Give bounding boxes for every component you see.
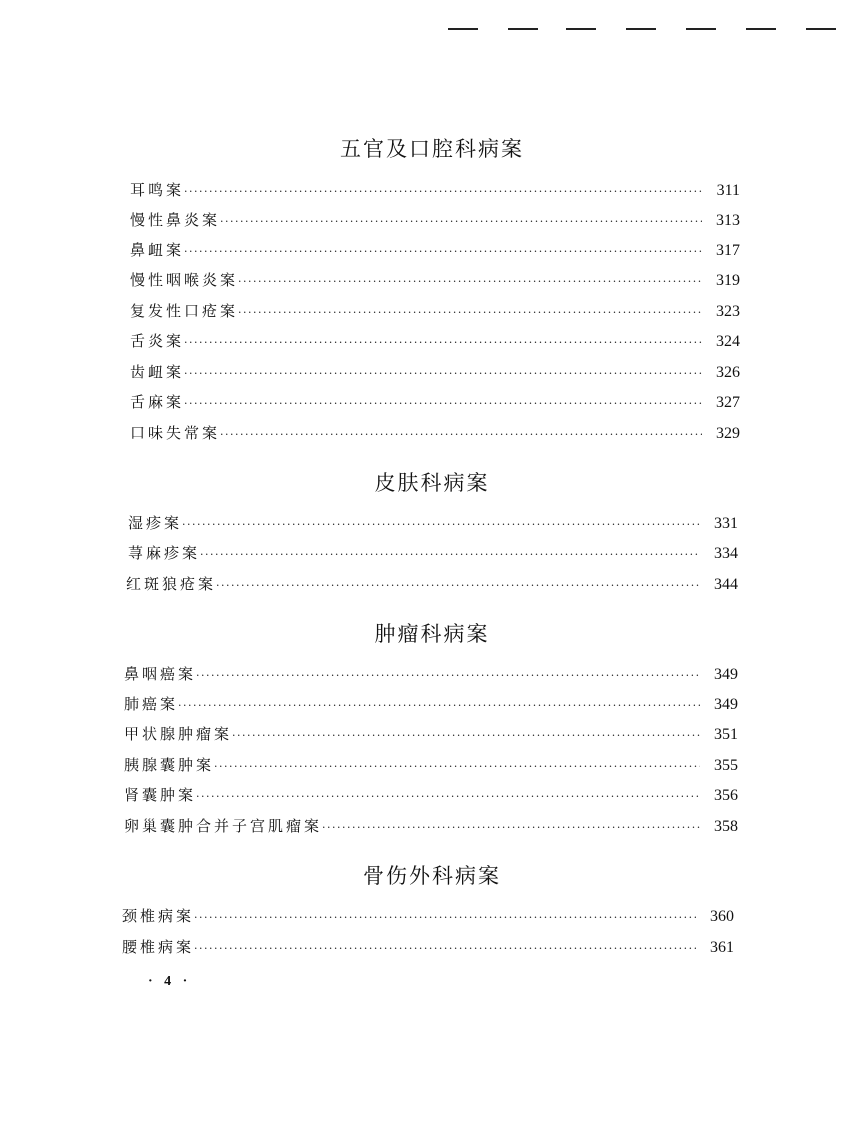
toc-entry[interactable] <box>128 542 738 564</box>
toc-entry[interactable] <box>124 754 738 776</box>
toc-entry-label: 鼻衄案 <box>130 241 185 259</box>
toc-entry-page: 349 <box>714 666 738 683</box>
toc-entry[interactable] <box>124 815 738 837</box>
dot-leader <box>232 730 700 741</box>
toc-entry-label: 舌炎案 <box>130 332 185 350</box>
dot-leader <box>184 186 702 197</box>
toc-entry-page: 331 <box>714 515 738 532</box>
toc-entry[interactable] <box>124 784 738 806</box>
toc-entry[interactable] <box>130 179 740 201</box>
section-title: 皮肤科病案 <box>374 471 490 495</box>
dot-leader <box>220 429 702 440</box>
dot-leader <box>216 580 700 591</box>
toc-entry-page: 326 <box>716 364 740 381</box>
toc-entry-page: 327 <box>716 394 740 411</box>
toc-entry-page: 349 <box>714 696 738 713</box>
dot-leader <box>184 337 702 348</box>
dot-leader <box>182 519 700 530</box>
toc-entry-label: 湿疹案 <box>128 514 183 532</box>
dot-leader <box>196 670 700 681</box>
toc-entry[interactable] <box>130 361 740 383</box>
toc-entry-label: 腰椎病案 <box>122 938 195 956</box>
dot-leader <box>238 307 702 318</box>
toc-entry-label: 鼻咽癌案 <box>124 665 197 683</box>
dot-leader <box>322 822 700 833</box>
toc-entry-label: 颈椎病案 <box>122 907 195 925</box>
toc-entry[interactable] <box>130 209 740 231</box>
toc-entry-page: 329 <box>716 425 740 442</box>
toc-entry[interactable] <box>130 269 740 291</box>
toc-entry[interactable] <box>130 422 740 444</box>
dot-leader <box>184 246 702 257</box>
dot-leader <box>178 700 700 711</box>
section-title: 骨伤外科病案 <box>363 864 501 888</box>
page-number: · 4 · <box>148 974 192 989</box>
toc-entry-label: 慢性咽喉炎案 <box>130 271 239 289</box>
toc-entry[interactable] <box>124 663 738 685</box>
toc-entry[interactable] <box>124 693 738 715</box>
dot-leader <box>200 549 700 560</box>
dot-leader <box>184 398 702 409</box>
toc-entry-page: 323 <box>716 303 740 320</box>
dot-leader <box>214 761 700 772</box>
toc-entry-page: 313 <box>716 212 740 229</box>
toc-entry[interactable] <box>122 936 734 958</box>
toc-entry-label: 复发性口疮案 <box>130 302 239 320</box>
toc-entry-label: 荨麻疹案 <box>128 544 201 562</box>
toc-entry-page: 324 <box>716 333 740 350</box>
toc-entry-page: 344 <box>714 576 738 593</box>
toc-entry-label: 慢性鼻炎案 <box>130 211 221 229</box>
toc-entry[interactable] <box>124 723 738 745</box>
toc-entry-label: 肾囊肿案 <box>124 786 197 804</box>
toc-entry-label: 口味失常案 <box>130 424 221 442</box>
toc-entry-page: 358 <box>714 818 738 835</box>
toc-entry-page: 356 <box>714 787 738 804</box>
dot-leader <box>238 276 702 287</box>
toc-entry-label: 齿衄案 <box>130 363 185 381</box>
toc-entry[interactable] <box>130 300 740 322</box>
toc-entry-page: 319 <box>716 272 740 289</box>
toc-entry-label: 舌麻案 <box>130 393 185 411</box>
toc-entry-label: 耳鸣案 <box>130 181 185 199</box>
dot-leader <box>220 216 702 227</box>
toc-entry-page: 361 <box>710 939 734 956</box>
toc-entry[interactable] <box>130 391 740 413</box>
section-title: 五官及口腔科病案 <box>340 137 524 161</box>
toc-entry[interactable] <box>130 330 740 352</box>
toc-entry-label: 红斑狼疮案 <box>126 575 217 593</box>
toc-entry-page: 311 <box>716 182 740 199</box>
toc-entry-page: 317 <box>716 242 740 259</box>
toc-entry[interactable] <box>122 905 734 927</box>
dot-leader <box>184 368 702 379</box>
header-rules <box>448 28 848 32</box>
toc-entry-label: 胰腺囊肿案 <box>124 756 215 774</box>
toc-entry-page: 351 <box>714 726 738 743</box>
toc-entry-label: 卵巢囊肿合并子宫肌瘤案 <box>124 817 323 835</box>
toc-entry-page: 360 <box>710 908 734 925</box>
dot-leader <box>194 912 696 923</box>
dot-leader <box>196 791 700 802</box>
toc-entry[interactable] <box>130 239 740 261</box>
toc-entry-page: 355 <box>714 757 738 774</box>
toc-entry[interactable] <box>126 573 738 595</box>
toc-entry[interactable] <box>128 512 738 534</box>
dot-leader <box>194 943 696 954</box>
toc-entry-label: 甲状腺肿瘤案 <box>124 725 233 743</box>
toc-entry-label: 肺癌案 <box>124 695 179 713</box>
section-title: 肿瘤科病案 <box>374 622 490 646</box>
toc-entry-page: 334 <box>714 545 738 562</box>
